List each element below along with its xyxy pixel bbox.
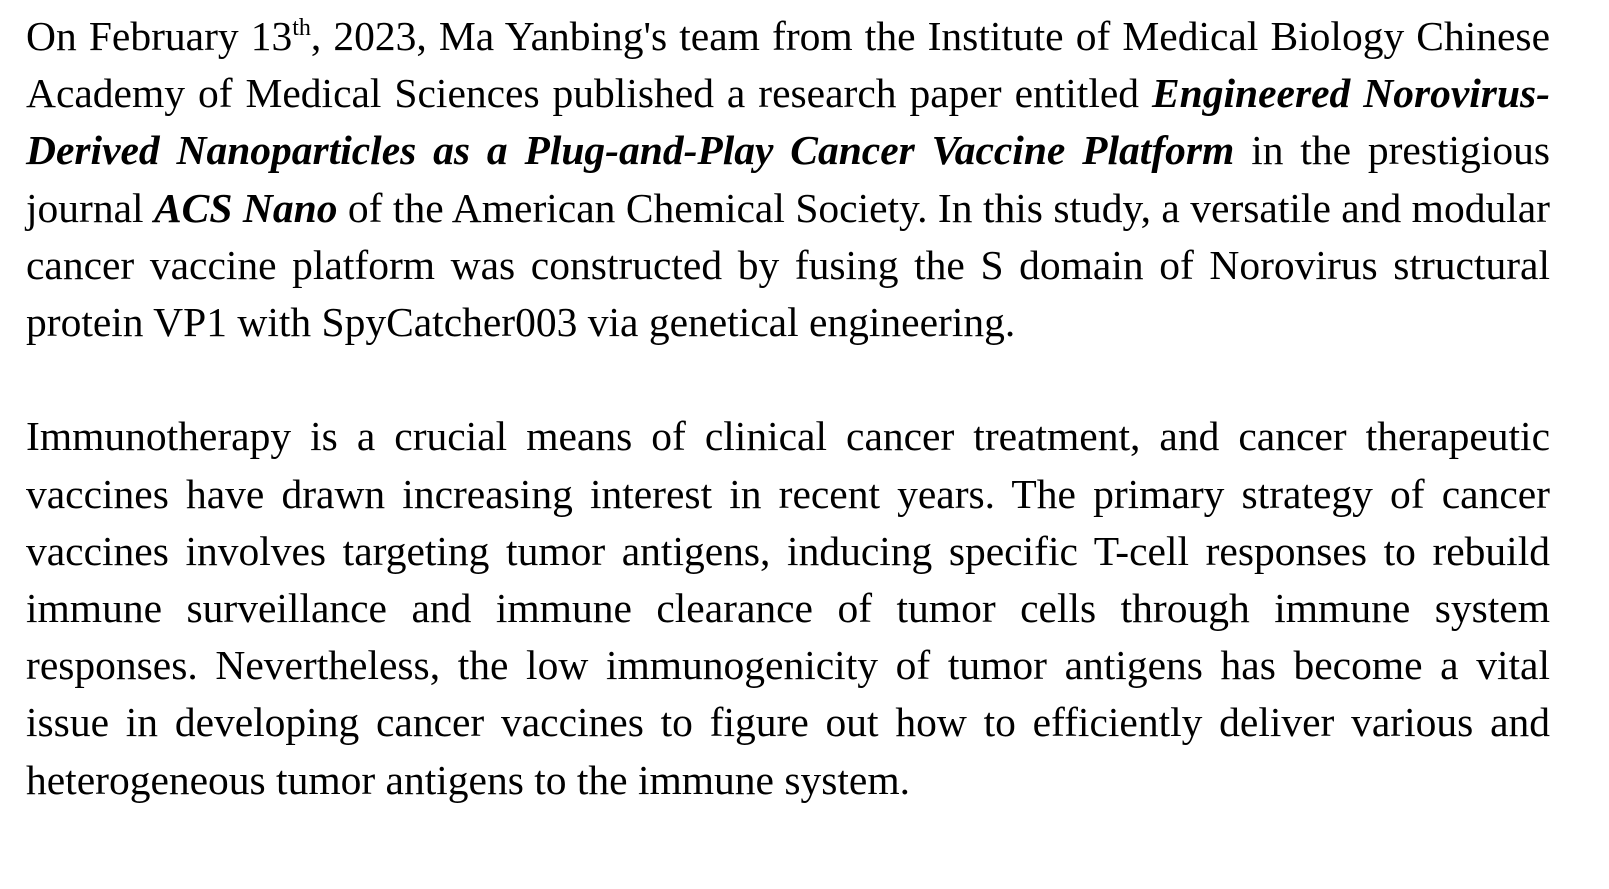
journal-intro-text: in the prestigious journal [26, 127, 1550, 231]
intro-text: , 2023, Ma Yanbing's team from the Institute of Medical Biology Chinese Academy of Medical Sciences published a research paper entitled [26, 13, 1551, 117]
study-summary-text: of the American Chemical Society. In this study, a versatile and modular cancer vaccine platform was constructed by fusing the S domain of Norovirus structural protein VP1 with SpyCatcher003 via genetical engineering. [26, 184, 1550, 346]
paragraph-publication [26, 8, 1550, 351]
date-text: On February 13 [26, 13, 293, 59]
journal-name: ACS Nano [154, 184, 338, 231]
date-ordinal-suffix: th [292, 15, 311, 41]
immunotherapy-text: Immunotherapy is a crucial means of clinical cancer treatment, and cancer therapeutic vaccines have drawn increasing interest in recent years. The primary strategy of cancer vaccines involves targeting tumor antigens, inducing specific T-cell responses to rebuild immune surveillance and immune clearance of tumor cells through immune system responses. Nevertheless, the low immunogenicity of tumor antigens has become a vital issue in developing cancer vaccines to figure out how to efficiently deliver various and heterogeneous tumor antigens to the immune system. [26, 413, 1550, 803]
paragraph-immunotherapy [26, 408, 1550, 808]
paper-title: Engineered Norovirus-Derived Nanoparticles as a Plug-and-Play Cancer Vaccine Platform [26, 70, 1550, 174]
document-body [26, 8, 1550, 809]
